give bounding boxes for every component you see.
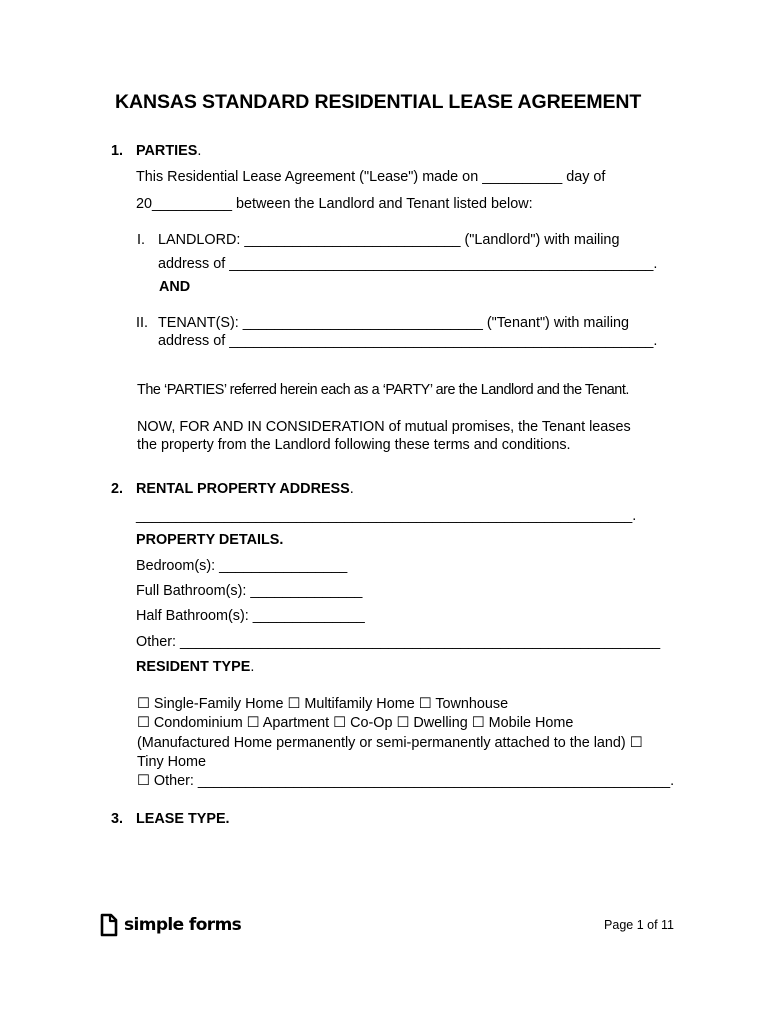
resident-type-other: ☐ Other: ___________________________________________________________. (137, 773, 675, 789)
tenant-address: address of _____________________________________________________. (158, 333, 658, 349)
document-title: KANSAS STANDARD RESIDENTIAL LEASE AGREEMENT (115, 91, 642, 113)
resident-type-options-3: (Manufactured Home permanently or semi-permanently attached to the land) ☐ (137, 735, 643, 751)
section-2-heading-line (136, 480, 354, 498)
section-1-line-1: This Residential Lease Agreement ("Lease") made on __________ day of (136, 169, 606, 185)
full-bathrooms-field: Full Bathroom(s): ______________ (136, 583, 363, 599)
section-1-number: 1. (111, 143, 124, 159)
landlord-line: LANDLORD: ___________________________ ("Landlord") with mailing (158, 232, 620, 248)
brand-logo (100, 912, 241, 938)
section-1-heading: PARTIES (136, 143, 198, 159)
resident-type-options-1: ☐ Single-Family Home ☐ Multifamily Home ☐ Townhouse (137, 696, 509, 712)
document-icon (100, 913, 118, 937)
landlord-roman: I. (137, 232, 145, 248)
and-label: AND (159, 279, 191, 295)
consideration-line-2: the property from the Landlord following these terms and conditions. (137, 437, 571, 453)
consideration-line-1: NOW, FOR AND IN CONSIDERATION of mutual promises, the Tenant leases (137, 419, 631, 435)
bedrooms-field: Bedroom(s): ________________ (136, 558, 348, 574)
resident-type-period: . (250, 659, 255, 675)
property-details-heading: PROPERTY DETAILS. (136, 532, 284, 548)
brand-name: simple forms (124, 915, 242, 935)
page-number: Page 1 of 11 (604, 918, 674, 932)
resident-type-options-4: Tiny Home (137, 754, 207, 770)
address-blank: ______________________________________________________________. (136, 508, 637, 524)
landlord-address: address of _____________________________________________________. (158, 256, 658, 272)
section-1-period: . (197, 143, 202, 159)
section-2-number: 2. (111, 481, 124, 497)
resident-type-heading-line (136, 658, 254, 676)
tenant-roman: II. (136, 315, 148, 331)
other-detail-field: Other: ____________________________________________________________ (136, 634, 661, 650)
tenant-line: TENANT(S): ______________________________ ("Tenant") with mailing (158, 315, 630, 331)
section-3-number: 3. (111, 811, 124, 827)
resident-type-heading: RESIDENT TYPE (136, 659, 251, 675)
section-1-heading-line (136, 142, 201, 160)
section-3-heading: LEASE TYPE. (136, 811, 230, 827)
section-2-heading: RENTAL PROPERTY ADDRESS (136, 481, 350, 497)
section-1-line-2: 20__________ between the Landlord and Tenant listed below: (136, 196, 533, 212)
resident-type-options-2: ☐ Condominium ☐ Apartment ☐ Co-Op ☐ Dwelling ☐ Mobile Home (137, 715, 574, 731)
section-2-period: . (349, 481, 354, 497)
parties-note: The ‘PARTIES’ referred herein each as a ‘PARTY’ are the Landlord and the Tenant. (137, 382, 629, 398)
half-bathrooms-field: Half Bathroom(s): ______________ (136, 608, 365, 624)
